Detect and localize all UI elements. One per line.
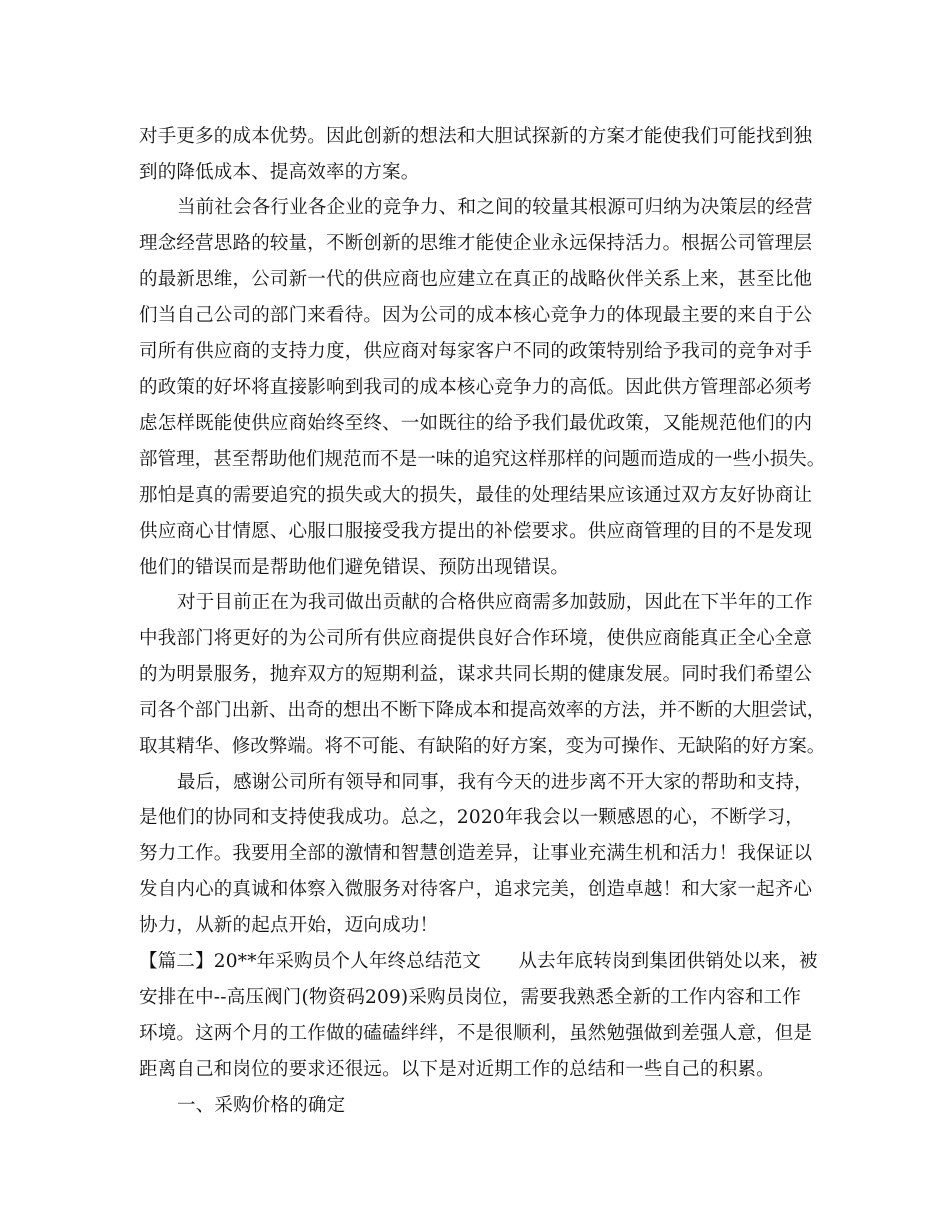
section-heading-line: 【篇二】20**年采购员个人年终总结范文 从去年底转岗到集团供销处以来，被 [139, 951, 818, 972]
paragraph-line: 供应商心甘情愿、心服口服接受我方提出的补偿要求。供应商管理的目的不是发现 [139, 521, 813, 542]
paragraph-line: 中我部门将更好的为公司所有供应商提供良好合作环境，使供应商能真正全心全意 [139, 628, 813, 649]
paragraph-line: 他们的错误而是帮助他们避免错误、预防出现错误。 [139, 557, 570, 578]
paragraph-line: 到的降低成本、提高效率的方案。 [139, 162, 420, 183]
paragraph-line: 司各个部门出新、出奇的想出不断下降成本和提高效率的方法，并不断的大胆尝试， [139, 700, 826, 721]
paragraph-line: 环境。这两个月的工作做的磕磕绊绊，不是很顺利，虽然勉强做到差强人意，但是 [139, 1023, 813, 1044]
paragraph-line: 的政策的好坏将直接影响到我司的成本核心竞争力的高低。因此供方管理部必须考 [139, 377, 813, 398]
paragraph-line: 最后，感谢公司所有领导和同事，我有今天的进步离不开大家的帮助和支持， [177, 772, 813, 793]
paragraph-line: 的为明景服务，抛弃双方的短期利益，谋求共同长期的健康发展。同时我们希望公 [139, 664, 813, 685]
paragraph-line: 们当自己公司的部门来看待。因为公司的成本核心竞争力的体现最主要的来自于公 [139, 305, 813, 326]
paragraph-line: 努力工作。我要用全部的激情和智慧创造差异，让事业充满生机和活力！我保证以 [139, 843, 813, 864]
paragraph-line: 是他们的协同和支持使我成功。总之，2020年我会以一颗感恩的心，不断学习， [139, 807, 804, 828]
paragraph-line: 协力，从新的起点开始，迈向成功！ [139, 915, 439, 936]
paragraph-line: 司所有供应商的支持力度，供应商对每家客户不同的政策特别给予我司的竞争对手 [139, 341, 813, 362]
paragraph-line: 取其精华、修改弊端。将不可能、有缺陷的好方案，变为可操作、无缺陷的好方案。 [139, 736, 826, 757]
paragraph-line: 部管理，甚至帮助他们规范而不是一味的追究这样那样的问题而造成的一些小损失。 [139, 449, 826, 470]
paragraph-line: 安排在中--高压阀门(物资码209)采购员岗位，需要我熟悉全新的工作内容和工作 [139, 987, 802, 1008]
paragraph-line: 理念经营思路的较量，不断创新的思维才能使企业永远保持活力。根据公司管理层 [139, 233, 813, 254]
paragraph-line: 的最新思维，公司新一代的供应商也应建立在真正的战略伙伴关系上来，甚至比他 [139, 269, 813, 290]
paragraph-line: 虑怎样既能使供应商始终至终、一如既往的给予我们最优政策，又能规范他们的内 [139, 413, 813, 434]
paragraph-line: 那怕是真的需要追究的损失或大的损失，最佳的处理结果应该通过双方友好协商让 [139, 485, 813, 506]
paragraph-line: 当前社会各行业各企业的竞争力、和之间的较量其根源可归纳为决策层的经营 [177, 197, 813, 218]
paragraph-line: 对于目前正在为我司做出贡献的合格供应商需多加鼓励，因此在下半年的工作 [177, 592, 813, 613]
paragraph-line: 发自内心的真诚和体察入微服务对待客户，追求完美，创造卓越！和大家一起齐心 [139, 879, 813, 900]
subsection-heading: 一、采购价格的确定 [177, 1095, 346, 1116]
paragraph-line: 距离自己和岗位的要求还很远。以下是对近期工作的总结和一些自己的积累。 [139, 1059, 775, 1080]
paragraph-line: 对手更多的成本优势。因此创新的想法和大胆试探新的方案才能使我们可能找到独 [139, 126, 813, 147]
